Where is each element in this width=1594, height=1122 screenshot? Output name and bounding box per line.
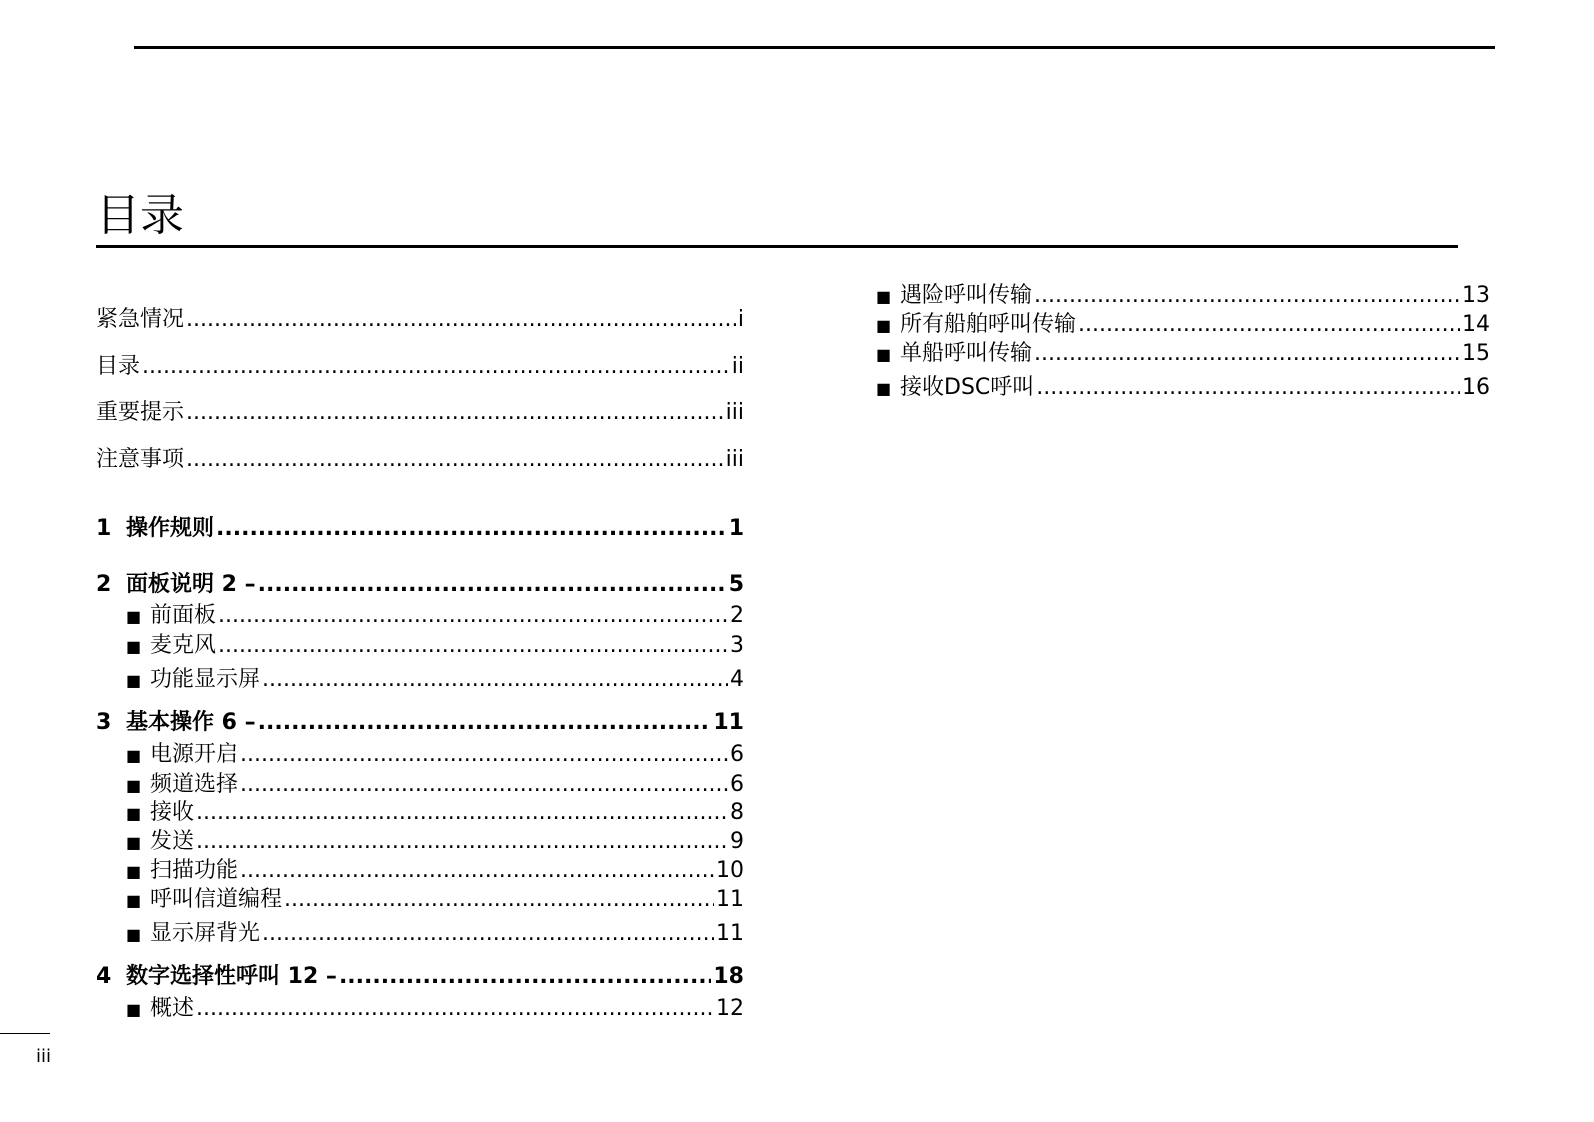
dot-leader [186, 446, 724, 474]
toc-entry-label [876, 374, 1034, 403]
toc-entry-text: 注意事项 [96, 447, 185, 472]
toc-page-number: 10 [716, 858, 744, 883]
dot-leader [240, 771, 728, 799]
toc-page-number: i [737, 307, 744, 332]
dot-leader [1034, 340, 1460, 368]
page-number: iii [36, 1046, 52, 1067]
dot-leader [240, 741, 728, 769]
toc-entry-text: 紧急情况 [96, 307, 185, 332]
toc-entry-label [876, 282, 1032, 311]
dot-leader [142, 353, 730, 381]
toc-page-number: 1 [728, 516, 744, 541]
dot-leader [218, 602, 728, 630]
toc-entry-label [126, 741, 238, 770]
chapter-number: 2 [96, 572, 112, 597]
dot-leader [262, 920, 714, 948]
dot-leader [258, 571, 727, 599]
toc-entry[interactable] [876, 340, 1490, 369]
dot-leader [284, 886, 714, 914]
toc-page-number: 3 [730, 633, 744, 658]
square-bullet-icon: ■ [126, 746, 142, 765]
toc-entry-label [96, 446, 184, 474]
toc-entry-text: 遇险呼叫传输 [900, 283, 1033, 308]
toc-entry-label [126, 632, 216, 661]
chapter-number: 4 [96, 964, 112, 989]
toc-entry[interactable] [126, 771, 744, 800]
toc-entry-text: 操作规则 [126, 516, 215, 541]
toc-entry[interactable] [126, 995, 744, 1024]
toc-page-number: 5 [728, 572, 744, 597]
square-bullet-icon: ■ [126, 637, 142, 656]
toc-page-number: 6 [730, 772, 744, 797]
toc-entry-label [126, 920, 260, 949]
toc-entry[interactable] [96, 571, 744, 599]
dot-leader [196, 799, 728, 827]
toc-entry-label [126, 602, 216, 631]
toc-entry-text: 所有船舶呼叫传输 [900, 312, 1077, 337]
toc-entry[interactable] [96, 399, 744, 427]
square-bullet-icon: ■ [876, 287, 892, 306]
toc-entry[interactable] [96, 306, 744, 334]
toc-entry-label [96, 399, 184, 427]
toc-page-number: 11 [713, 710, 744, 735]
dot-leader [262, 666, 728, 694]
toc-entry-text: 显示屏背光 [150, 921, 261, 946]
toc-page-number: 9 [730, 829, 744, 854]
toc-entry-text: 接收 [150, 800, 195, 825]
toc-entry-text: 面板说明 2 – [126, 572, 256, 597]
toc-entry[interactable] [126, 602, 744, 631]
square-bullet-icon: ■ [876, 345, 892, 364]
toc-page-number: 12 [716, 996, 744, 1021]
toc-page-number: 4 [730, 667, 744, 692]
toc-page-number: iii [725, 400, 744, 425]
toc-entry-label [96, 963, 337, 991]
dot-leader [196, 995, 714, 1023]
toc-entry-label [876, 340, 1032, 369]
toc-page-number: 11 [716, 921, 744, 946]
toc-page-number: 11 [716, 887, 744, 912]
toc-entry[interactable] [96, 515, 744, 543]
dot-leader [1034, 282, 1460, 310]
toc-entry[interactable] [96, 709, 744, 737]
toc-page-number: 15 [1462, 341, 1490, 366]
dot-leader [216, 515, 727, 543]
toc-entry-label [96, 353, 140, 381]
toc-entry-text: 电源开启 [150, 742, 239, 767]
toc-entry-text: 麦克风 [150, 633, 217, 658]
square-bullet-icon: ■ [876, 316, 892, 335]
square-bullet-icon: ■ [126, 891, 142, 910]
square-bullet-icon: ■ [126, 804, 142, 823]
toc-entry-label [96, 306, 184, 334]
square-bullet-icon: ■ [126, 776, 142, 795]
title-underline [96, 245, 1458, 248]
toc-entry[interactable] [876, 311, 1490, 340]
square-bullet-icon: ■ [876, 379, 892, 398]
header-rule [134, 46, 1495, 49]
page-number-rule [0, 1033, 50, 1034]
square-bullet-icon: ■ [126, 1000, 142, 1019]
toc-entry-label [126, 857, 238, 886]
toc-page-number: 13 [1462, 283, 1490, 308]
toc-entry-label [126, 995, 194, 1024]
page-title: 目录 [96, 190, 184, 241]
toc-page-number: ii [731, 354, 744, 379]
toc-entry-text: 前面板 [150, 603, 217, 628]
dot-leader [186, 399, 724, 427]
square-bullet-icon: ■ [126, 833, 142, 852]
dot-leader [218, 632, 728, 660]
toc-entry[interactable] [126, 828, 744, 857]
toc-entry-label [126, 886, 282, 915]
toc-page-number: 14 [1462, 312, 1490, 337]
toc-page-number: 8 [730, 800, 744, 825]
toc-page-number: 6 [730, 742, 744, 767]
toc-entry-text: 发送 [150, 829, 195, 854]
toc-page-number: 2 [730, 603, 744, 628]
toc-entry-label [126, 666, 260, 695]
toc-entry-text: 数字选择性呼叫 12 – [126, 964, 337, 989]
toc-entry-text: 呼叫信道编程 [150, 887, 283, 912]
toc-page-number: 16 [1462, 375, 1490, 400]
toc-entry-text: 重要提示 [96, 400, 185, 425]
toc-entry-text: 功能显示屏 [150, 667, 261, 692]
toc-entry[interactable] [96, 353, 744, 381]
toc-entry-label [96, 515, 214, 543]
toc-entry[interactable] [126, 920, 744, 949]
dot-leader [196, 828, 728, 856]
square-bullet-icon: ■ [126, 607, 142, 626]
toc-entry[interactable] [126, 857, 744, 886]
toc-entry-text: 扫描功能 [150, 858, 239, 883]
toc-entry-text: 目录 [96, 354, 141, 379]
toc-page-number: iii [725, 447, 744, 472]
dot-leader [1036, 374, 1460, 402]
toc-entry[interactable] [126, 632, 744, 661]
toc-entry-text: 单船呼叫传输 [900, 341, 1033, 366]
toc-entry-text: 接收DSC呼叫 [900, 375, 1035, 400]
toc-entry[interactable] [96, 963, 744, 991]
toc-entry[interactable] [126, 741, 744, 770]
toc-entry-label [126, 799, 194, 828]
toc-entry-text: 频道选择 [150, 772, 239, 797]
toc-entry-label [126, 771, 238, 800]
square-bullet-icon: ■ [126, 862, 142, 881]
toc-entry[interactable] [876, 374, 1490, 403]
dot-leader [240, 857, 714, 885]
toc-entry[interactable] [126, 886, 744, 915]
toc-page-number: 18 [713, 964, 744, 989]
toc-entry[interactable] [876, 282, 1490, 311]
dot-leader [258, 709, 712, 737]
chapter-number: 1 [96, 516, 112, 541]
toc-entry[interactable] [126, 799, 744, 828]
toc-entry-label [96, 709, 256, 737]
dot-leader [339, 963, 711, 991]
toc-entry-label [126, 828, 194, 857]
toc-entry-text: 基本操作 6 – [126, 710, 256, 735]
square-bullet-icon: ■ [126, 925, 142, 944]
toc-entry-text: 概述 [150, 996, 195, 1021]
dot-leader [186, 306, 736, 334]
toc-entry-label [96, 571, 256, 599]
dot-leader [1078, 311, 1460, 339]
toc-entry[interactable] [96, 446, 744, 474]
toc-entry[interactable] [126, 666, 744, 695]
chapter-number: 3 [96, 710, 112, 735]
square-bullet-icon: ■ [126, 671, 142, 690]
toc-entry-label [876, 311, 1076, 340]
